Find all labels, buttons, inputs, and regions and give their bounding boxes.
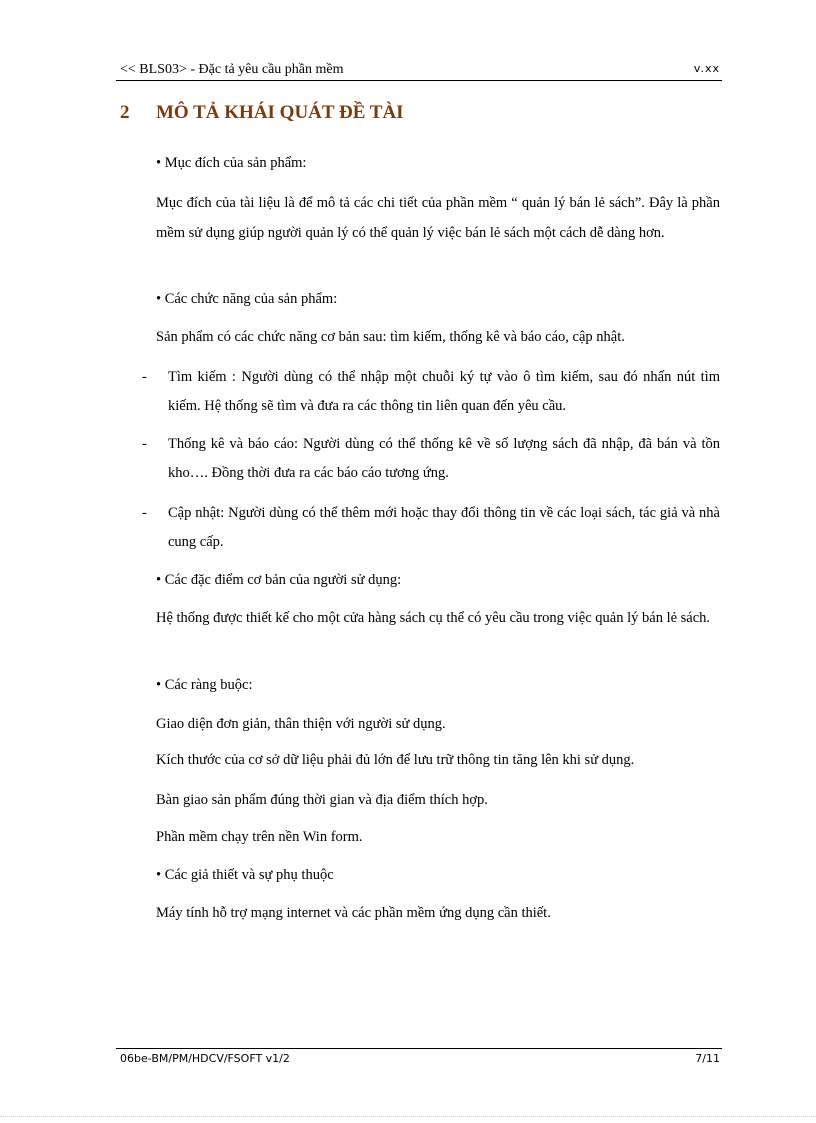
function-item-text: Cập nhật: Người dùng có thể thêm mới hoặc thay đổi thông tin về các loại sách, tác giả và nhà cung cấp. [168, 505, 720, 550]
section-title: MÔ TẢ KHÁI QUÁT ĐỀ TÀI [156, 102, 404, 123]
users-bullet: • Các đặc điểm cơ bản của người sử dụng: [156, 572, 402, 588]
dash-marker: - [142, 369, 147, 385]
header-document-title: << BLS03> - Đặc tả yêu cầu phần mềm [120, 62, 344, 77]
functions-bullet: • Các chức năng của sản phẩm: [156, 291, 338, 307]
dash-marker: - [142, 436, 147, 452]
header-version: v.xx [693, 62, 720, 75]
function-item-text: Thống kê và báo cáo: Người dùng có thể thống kê về số lượng sách đã nhập, đã bán và tồn kho…. Đồng thời đưa ra các báo cáo tương ứng. [168, 436, 720, 481]
section-number: 2 [120, 102, 130, 123]
function-item-search [142, 363, 720, 421]
constraint-line: Giao diện đơn giản, thân thiện với người sử dụng. [156, 716, 446, 732]
constraint-line: Kích thước của cơ sở dữ liệu phải đủ lớn để lưu trữ thông tin tăng lên khi sử dụng. [156, 752, 635, 768]
footer-page-number: 7/11 [695, 1052, 720, 1065]
assumptions-text: Máy tính hỗ trợ mạng internet và các phần mềm ứng dụng cần thiết. [156, 905, 551, 921]
function-item-update [142, 499, 720, 557]
constraint-line: Phần mềm chạy trên nền Win form. [156, 829, 363, 845]
page-boundary [0, 1116, 816, 1117]
functions-intro: Sản phẩm có các chức năng cơ bản sau: tìm kiếm, thống kê và báo cáo, cập nhật. [156, 329, 625, 345]
header-divider [116, 80, 722, 81]
footer-divider [116, 1048, 722, 1049]
section-heading [120, 102, 404, 124]
assumptions-bullet: • Các giả thiết và sự phụ thuộc [156, 867, 334, 883]
purpose-text: Mục đích của tài liệu là để mô tả các chi tiết của phần mềm “ quản lý bán lẻ sách”. Đây là phần mềm sử dụng giúp người quản lý có thể quản lý việc bán lẻ sách một cách dễ dàng hơn. [156, 195, 720, 241]
function-item-text: Tìm kiếm : Người dùng có thể nhập một chuỗi ký tự vào ô tìm kiếm, sau đó nhấn nút tìm kiếm. Hệ thống sẽ tìm và đưa ra các thông tin liên quan đến yêu cầu. [168, 369, 720, 414]
footer-form-code: 06be-BM/PM/HDCV/FSOFT v1/2 [120, 1052, 290, 1065]
dash-marker: - [142, 505, 147, 521]
constraints-bullet: • Các ràng buộc: [156, 677, 253, 693]
purpose-bullet: • Mục đích của sản phẩm: [156, 155, 307, 171]
constraint-line: Bàn giao sản phẩm đúng thời gian và địa điểm thích hợp. [156, 792, 488, 808]
function-item-statistics [142, 430, 720, 488]
users-text: Hệ thống được thiết kế cho một cửa hàng sách cụ thể có yêu cầu trong việc quản lý bán lẻ sách. [156, 610, 711, 626]
